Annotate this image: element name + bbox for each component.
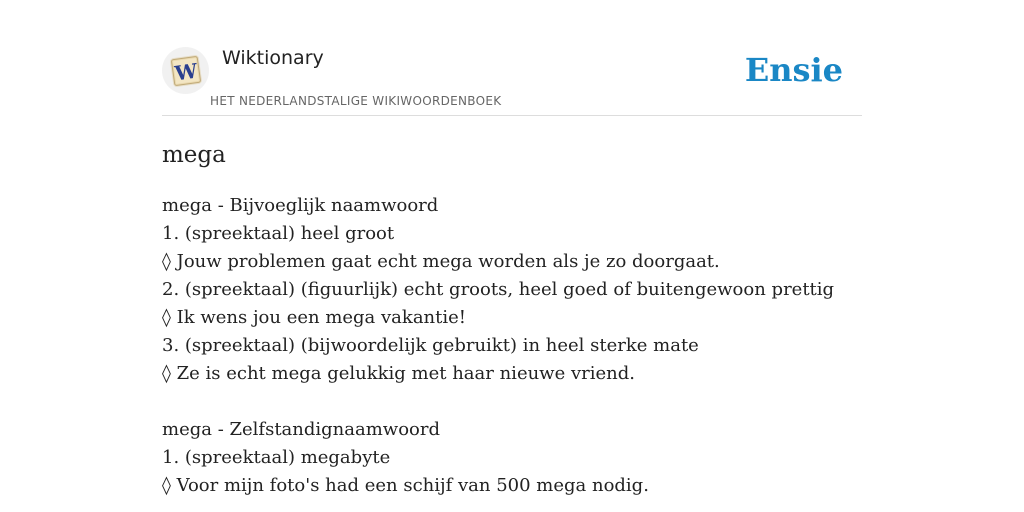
example-line: ◊ Ze is echt mega gelukkig met haar nieuwe vriend.: [162, 363, 635, 384]
definition-line: 2. (spreektaal) (figuurlijk) echt groots, heel goed of buitengewoon prettig: [162, 279, 835, 300]
definition-line: 1. (spreektaal) megabyte: [162, 447, 391, 468]
section-spacer: [162, 388, 862, 416]
section-heading: mega - Bijvoeglijk naamwoord: [162, 195, 439, 216]
header: [162, 0, 862, 116]
definition-line: 1. (spreektaal) heel groot: [162, 223, 395, 244]
site-name[interactable]: Wiktionary: [222, 47, 324, 69]
page: [162, 0, 862, 512]
example-line: ◊ Voor mijn foto's had een schijf van 500 mega nodig.: [162, 475, 649, 496]
section-heading: mega - Zelfstandignaamwoord: [162, 419, 441, 440]
site-tagline: HET NEDERLANDSTALIGE WIKIWOORDENBOEK: [210, 94, 502, 108]
page-title: mega: [162, 142, 226, 168]
example-line: ◊ Jouw problemen gaat echt mega worden als je zo doorgaat.: [162, 251, 720, 272]
definition-line: 3. (spreektaal) (bijwoordelijk gebruikt) in heel sterke mate: [162, 335, 699, 356]
wiktionary-logo-icon-graphic: [168, 53, 204, 89]
wiktionary-logo-icon[interactable]: [162, 47, 209, 94]
example-line: ◊ Ik wens jou een mega vakantie!: [162, 307, 467, 328]
svg-text:W: W: [172, 58, 199, 85]
entry-content: [162, 192, 862, 500]
brand-logo[interactable]: Ensie: [744, 51, 843, 89]
